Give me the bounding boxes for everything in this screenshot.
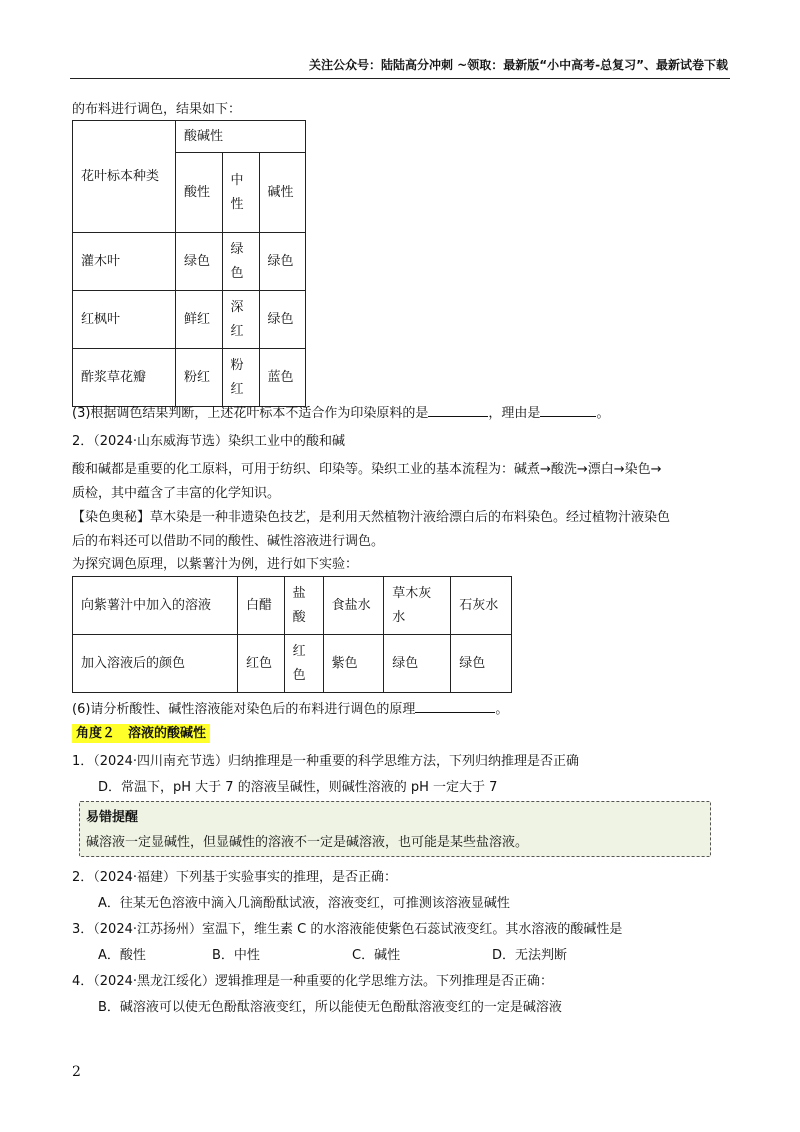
answer-blank[interactable] (540, 403, 596, 417)
cell: 盐酸 (284, 577, 323, 635)
th-acid: 酸性 (176, 153, 223, 233)
cell: 红色 (238, 635, 285, 693)
answer-blank[interactable] (415, 699, 495, 713)
question-3 (72, 402, 609, 421)
page-header: 关注公众号：陆陆高分冲刺 ~领取：最新版“小中高考-总复习”、最新试卷下载 (309, 58, 728, 72)
cell: 酢浆草花瓣 (73, 349, 176, 407)
cell: 向紫薯汁中加入的溶液 (73, 577, 238, 635)
s2-option-a: A．往某无色溶液中滴入几滴酚酞试液，溶液变红，可推测该溶液显碱性 (98, 896, 510, 911)
cell: 绿色 (222, 233, 259, 291)
cell: 石灰水 (451, 577, 512, 635)
table-row (73, 635, 512, 693)
q3-end: 。 (596, 406, 610, 421)
question-6 (72, 698, 508, 717)
s3-option-d: D．无法判断 (492, 948, 568, 963)
s3-option-b: B．中性 (212, 948, 260, 963)
tip-box (79, 801, 711, 857)
section-label: 角度２ 溶液的酸碱性 (72, 724, 210, 743)
problem-2-line: 【染色奥秘】草木染是一种非遗染色技艺，是利用天然植物汁液给漂白后的布料染色。经过植物汁液染色 (72, 510, 671, 525)
cell: 深红 (222, 291, 259, 349)
th-acidity: 酸碱性 (176, 121, 306, 153)
cell: 绿色 (259, 233, 306, 291)
table-row (73, 577, 512, 635)
cell: 绿色 (176, 233, 223, 291)
purple-potato-table (72, 576, 512, 693)
problem-2-line: 酸和碱都是重要的化工原料，可用于纺织、印染等。染织工业的基本流程为：碱煮→酸洗→漂白→染色→ (72, 462, 662, 477)
problem-2-line: 后的布料还可以借助不同的酸性、碱性溶液进行调色。 (72, 534, 385, 549)
s1-title: 1．（2024·四川南充节选）归纳推理是一种重要的科学思维方法，下列归纳推理是否正确 (72, 754, 579, 769)
th-base: 碱性 (259, 153, 306, 233)
intro-text: 的布料进行调色，结果如下： (72, 102, 242, 117)
page-number: 2 (72, 1064, 81, 1080)
cell: 加入溶液后的颜色 (73, 635, 238, 693)
cell: 白醋 (238, 577, 285, 635)
header-divider (70, 78, 730, 79)
s3-option-a: A．酸性 (98, 948, 146, 963)
s3-title: 3．（2024·江苏扬州）室温下，维生素 C 的水溶液能使紫色石蕊试液变红。其水溶液的酸碱性是 (72, 922, 623, 937)
problem-2-title: 2．（2024·山东威海节选）染织工业中的酸和碱 (72, 434, 345, 449)
cell: 绿色 (451, 635, 512, 693)
tip-text: 碱溶液一定显碱性，但显碱性的溶液不一定是碱溶液，也可能是某些盐溶液。 (86, 835, 529, 850)
cell: 绿色 (384, 635, 451, 693)
th-neutral: 中性 (222, 153, 259, 233)
leaf-color-table (72, 120, 306, 407)
cell: 食盐水 (323, 577, 384, 635)
table-row (73, 349, 306, 407)
tip-title: 易错提醒 (86, 810, 139, 825)
s4-option-b: B．碱溶液可以使无色酚酞溶液变红，所以能使无色酚酞溶液变红的一定是碱溶液 (98, 1000, 562, 1015)
cell: 粉红 (222, 349, 259, 407)
s3-option-c: C．碱性 (352, 948, 401, 963)
table-row (73, 233, 306, 291)
s2-title: 2．（2024·福建）下列基于实验事实的推理，是否正确： (72, 870, 397, 885)
cell: 紫色 (323, 635, 384, 693)
cell: 粉红 (176, 349, 223, 407)
q3-text-2: ，理由是 (488, 406, 541, 421)
cell: 鲜红 (176, 291, 223, 349)
cell: 红枫叶 (73, 291, 176, 349)
table-row (73, 291, 306, 349)
q6-end: 。 (495, 702, 509, 717)
q6-text: (6)请分析酸性、碱性溶液能对染色后的布料进行调色的原理 (72, 702, 416, 717)
q3-text: (3)根据调色结果判断，上述花叶标本不适合作为印染原料的是 (72, 406, 429, 421)
cell: 草木灰水 (384, 577, 451, 635)
problem-2-line: 为探究调色原理，以紫薯汁为例，进行如下实验： (72, 557, 359, 572)
problem-2-line: 质检，其中蕴含了丰富的化学知识。 (72, 486, 281, 501)
section-heading (72, 722, 210, 741)
s1-option-d: D．常温下，pH 大于 7 的溶液呈碱性，则碱性溶液的 pH 一定大于 7 (98, 780, 498, 795)
th-species: 花叶标本种类 (73, 121, 176, 233)
cell: 蓝色 (259, 349, 306, 407)
cell: 红色 (284, 635, 323, 693)
s4-title: 4．（2024·黑龙江绥化）逻辑推理是一种重要的化学思维方法。下列推理是否正确： (72, 974, 553, 989)
cell: 绿色 (259, 291, 306, 349)
cell: 灌木叶 (73, 233, 176, 291)
answer-blank[interactable] (428, 403, 488, 417)
